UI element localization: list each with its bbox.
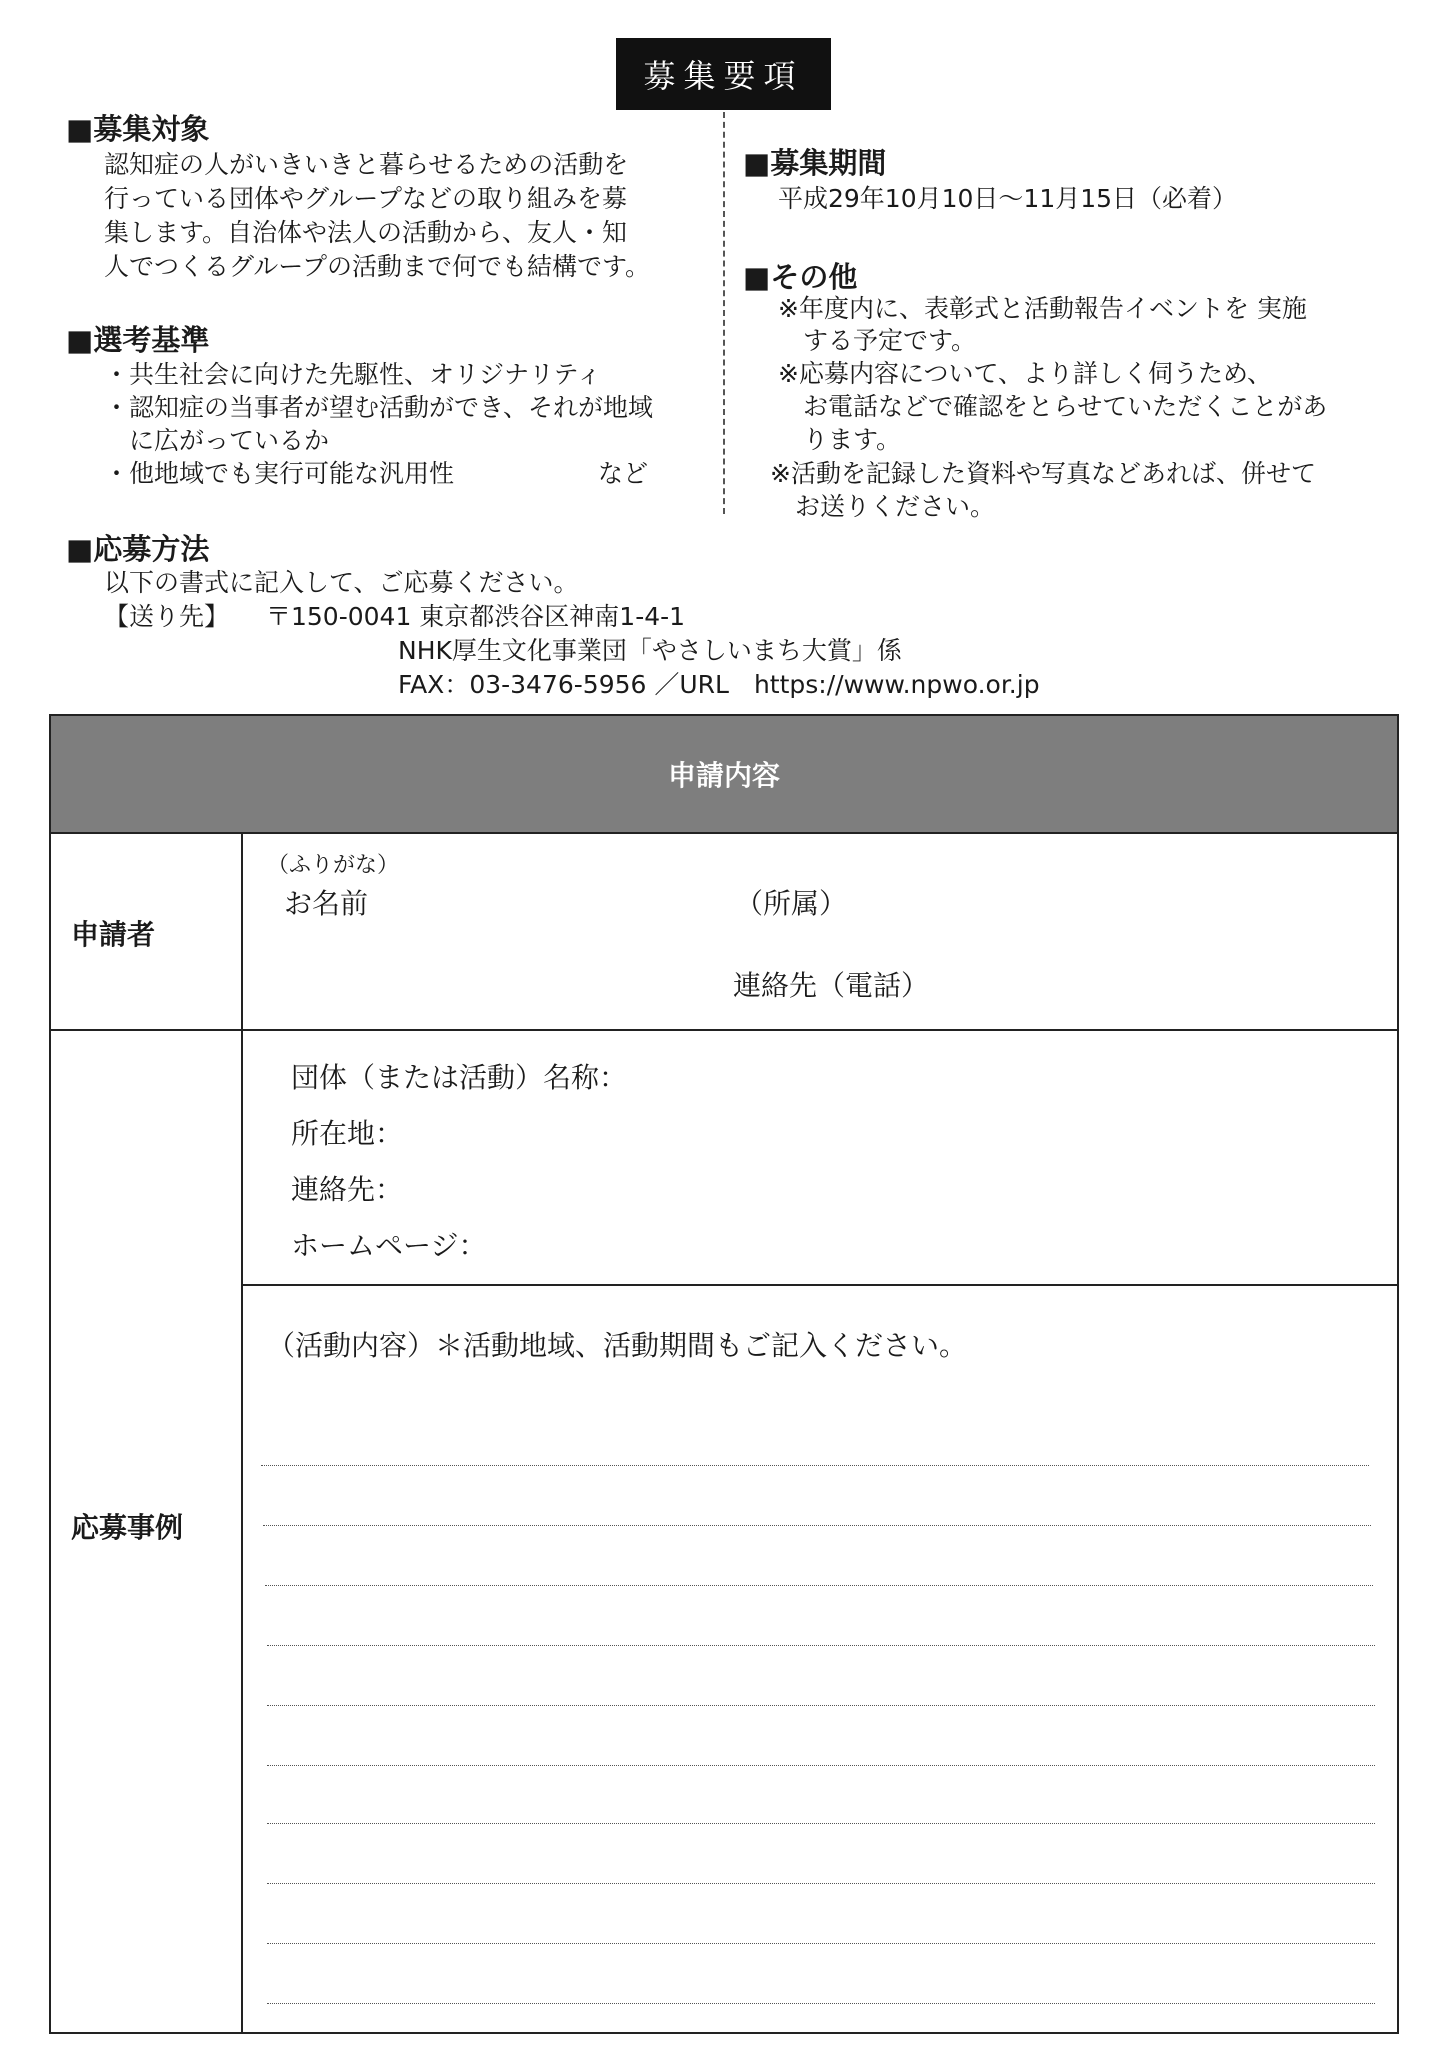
other-line: ります。 [778,425,902,454]
other-line: お送りください。 [770,492,996,521]
writing-line[interactable] [261,1465,1369,1466]
eligibility-line: 認知症の人がいきいきと暮らせるための活動を [104,150,629,179]
other-line: ※応募内容について、より詳しく伺うため、 [778,359,1272,388]
label-column-divider [241,832,243,2034]
writing-line[interactable] [267,1705,1375,1706]
activity-note: （活動内容）＊活動地域、活動期間もご記入ください。 [267,1329,968,1362]
row-divider [51,1029,1397,1031]
writing-line[interactable] [263,1525,1371,1526]
writing-line[interactable] [265,1585,1373,1586]
writing-line[interactable] [267,1883,1375,1884]
criteria-line: ・共生社会に向けた先駆性、オリジナリティ [104,360,602,389]
affiliation-field[interactable]: （所属） [735,887,848,920]
writing-line[interactable] [267,1645,1375,1646]
group-name-field[interactable]: 団体（または活動）名称： [291,1061,628,1094]
other-line: ※活動を記録した資料や写真などあれば、併せて [770,459,1316,488]
page-title: 募集要項 [616,38,831,110]
fax-url: FAX：03-3476-5956 ／URL https://www.npwo.or.jp [398,670,1040,699]
criteria-heading: ■選考基準 [66,323,210,357]
form-header: 申請内容 [51,716,1397,834]
other-line: お電話などで確認をとらせていただくことがあ [778,392,1328,421]
case-label: 応募事例 [71,1511,184,1544]
other-heading: ■その他 [743,260,858,294]
name-field[interactable]: お名前 [284,887,369,920]
contact-field[interactable]: 連絡先： [291,1173,404,1206]
case-inner-divider [241,1284,1397,1286]
period-heading: ■募集期間 [743,146,887,180]
destination-label: 【送り先】 [104,602,230,631]
eligibility-line: 集します。自治体や法人の活動から、友人・知 [104,218,628,247]
writing-line[interactable] [267,1823,1375,1824]
applicant-label: 申請者 [71,918,156,951]
method-intro: 以下の書式に記入して、ご応募ください。 [104,568,579,597]
writing-line[interactable] [267,2003,1375,2004]
writing-line[interactable] [267,1765,1375,1766]
eligibility-line: 人でつくるグループの活動まで何でも結構です。 [104,252,651,281]
homepage-field[interactable]: ホームページ： [291,1229,487,1262]
eligibility-line: 行っている団体やグループなどの取り組みを募 [104,184,628,213]
postal-address: 〒150-0041 東京都渋谷区神南1-4-1 [266,602,686,631]
furigana-label: （ふりがな） [267,853,400,878]
other-line: する予定です。 [778,326,977,355]
location-field[interactable]: 所在地： [291,1117,404,1150]
writing-line[interactable] [267,1943,1375,1944]
period-text: 平成29年10月10日〜11月15日（必着） [778,184,1238,213]
column-divider [723,112,725,514]
eligibility-heading: ■募集対象 [66,112,210,146]
criteria-line: ・他地域でも実行可能な汎用性 [104,459,455,488]
organization-name: NHK厚生文化事業団「やさしいまち大賞」係 [398,636,902,665]
phone-field[interactable]: 連絡先（電話） [733,969,930,1002]
other-line: ※年度内に、表彰式と活動報告イベントを 実施 [778,294,1307,323]
application-form [49,714,1399,2034]
criteria-line: に広がっているか [104,426,330,455]
method-heading: ■応募方法 [66,532,210,566]
criteria-line: ・認知症の当事者が望む活動ができ、それが地域 [104,393,654,422]
criteria-etc: など [598,459,649,488]
